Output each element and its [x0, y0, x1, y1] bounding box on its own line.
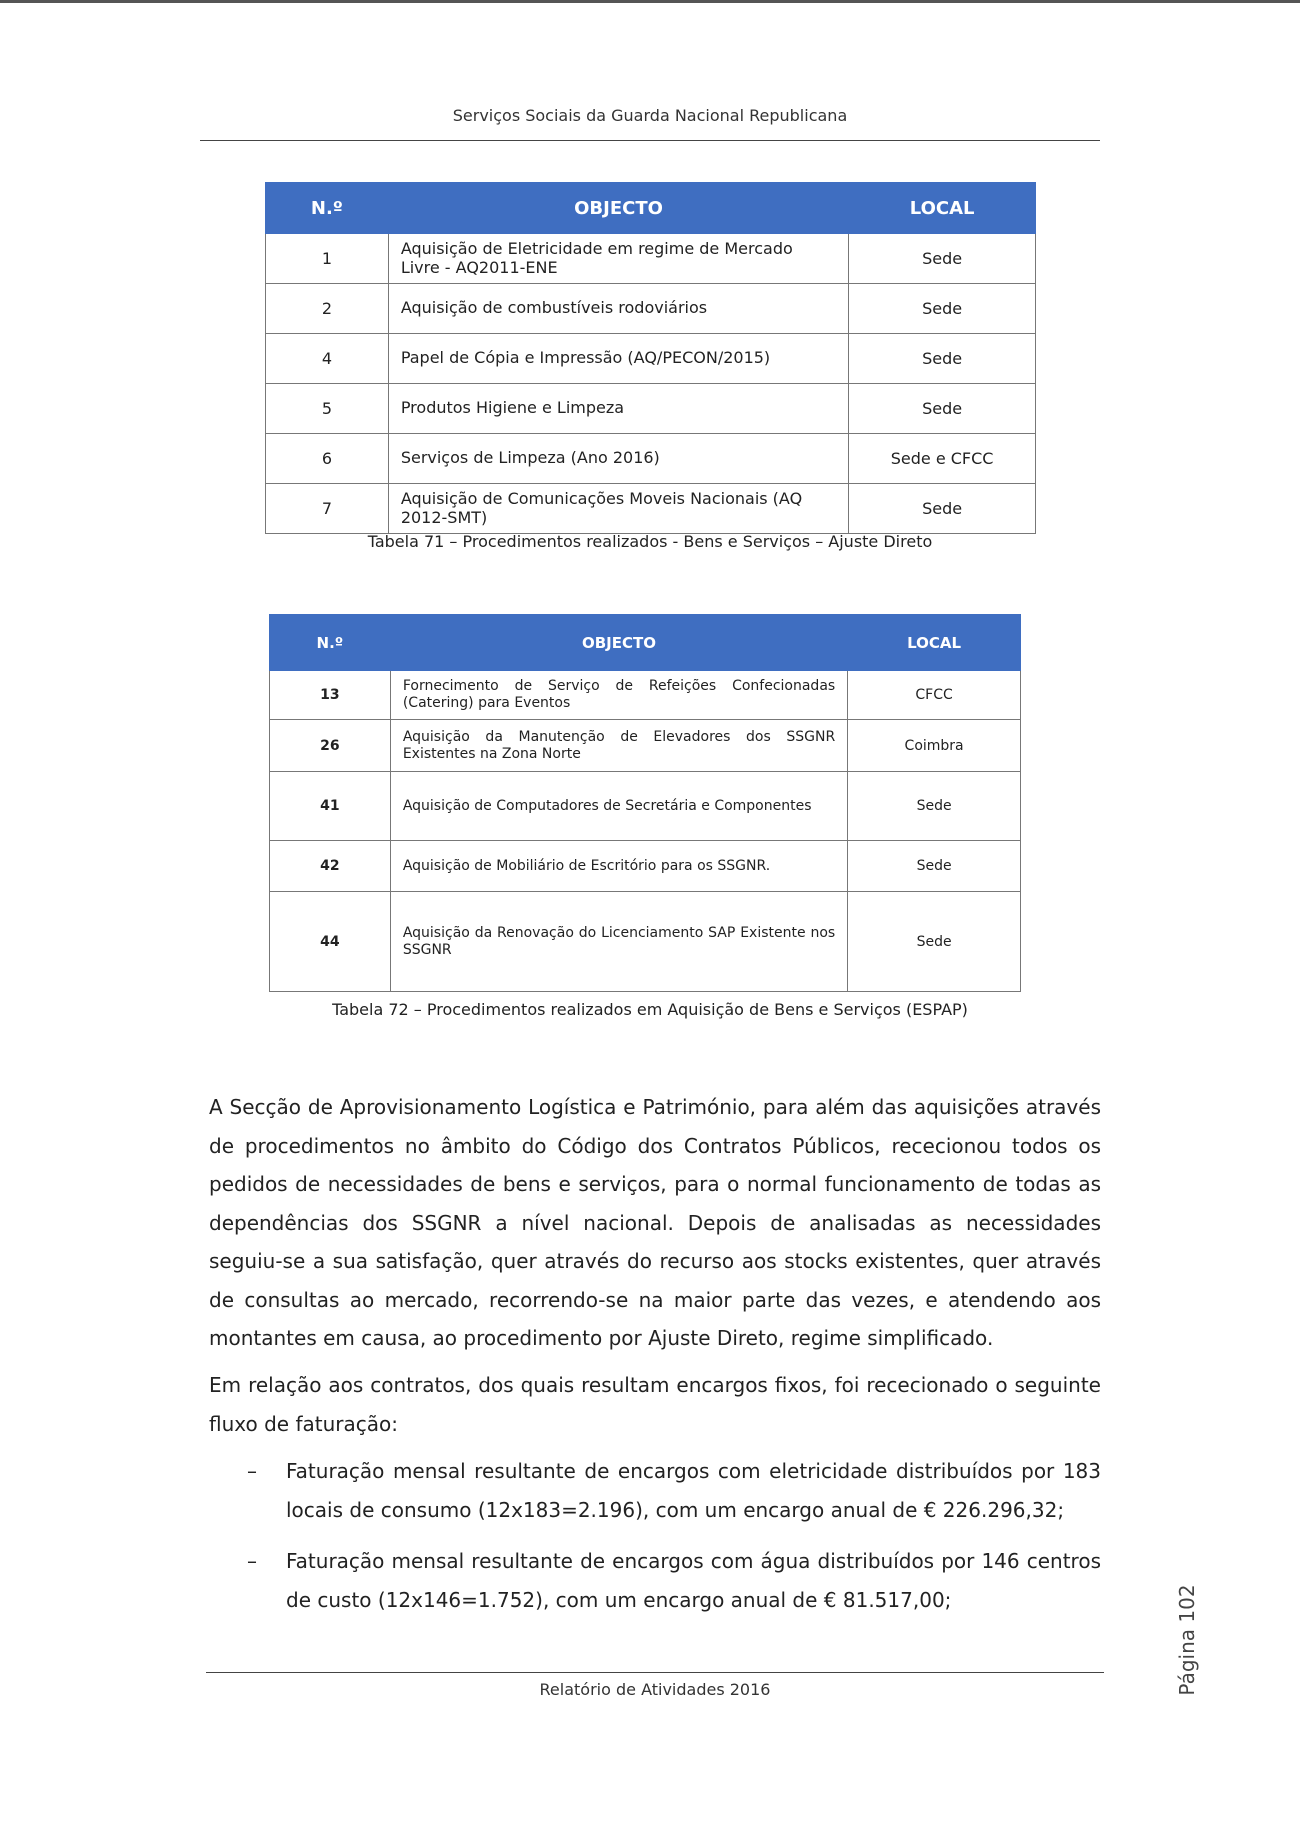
table-row — [266, 384, 1036, 434]
row-object: Aquisição de Mobiliário de Escritório para os SSGNR. — [390, 841, 847, 892]
table-row — [270, 720, 1021, 772]
header-local: LOCAL — [848, 615, 1021, 671]
body-paragraph-2: Em relação aos contratos, dos quais resultam encargos fixos, foi rececionado o seguinte fluxo de faturação: — [209, 1373, 1101, 1436]
row-num: 5 — [266, 384, 389, 434]
header-num: N.º — [270, 615, 391, 671]
list-item — [209, 1542, 1101, 1620]
row-num: 1 — [266, 234, 389, 284]
row-num: 13 — [270, 671, 391, 720]
list-item — [209, 1452, 1101, 1530]
table-row — [270, 772, 1021, 841]
table-row — [270, 671, 1021, 720]
table-row — [266, 434, 1036, 484]
table-71 — [265, 182, 1036, 534]
table-row — [266, 284, 1036, 334]
row-object: Papel de Cópia e Impressão (AQ/PECON/2015) — [388, 334, 848, 384]
row-local: CFCC — [848, 671, 1021, 720]
page-top-edge — [0, 0, 1300, 3]
header-object: OBJECTO — [390, 615, 847, 671]
table-row — [270, 892, 1021, 992]
row-num: 42 — [270, 841, 391, 892]
table-row — [266, 334, 1036, 384]
table-row — [270, 841, 1021, 892]
bullet-dash: – — [247, 1549, 257, 1573]
row-num: 4 — [266, 334, 389, 384]
row-object: Aquisição da Manutenção de Elevadores dos SSGNR Existentes na Zona Norte — [390, 720, 847, 772]
table-row — [266, 234, 1036, 284]
row-num: 44 — [270, 892, 391, 992]
bullet-dash: – — [247, 1459, 257, 1483]
row-local: Sede e CFCC — [849, 434, 1036, 484]
table-72 — [269, 614, 1021, 992]
table-row — [266, 484, 1036, 534]
row-num: 2 — [266, 284, 389, 334]
row-object: Aquisição de Computadores de Secretária e Componentes — [390, 772, 847, 841]
page-number — [1175, 1560, 1199, 1720]
row-local: Sede — [849, 284, 1036, 334]
row-local: Sede — [848, 892, 1021, 992]
row-object: Aquisição da Renovação do Licenciamento SAP Existente nos SSGNR — [390, 892, 847, 992]
row-num: 26 — [270, 720, 391, 772]
row-object: Serviços de Limpeza (Ano 2016) — [388, 434, 848, 484]
row-object: Produtos Higiene e Limpeza — [388, 384, 848, 434]
row-local: Coimbra — [848, 720, 1021, 772]
bullet-text: Faturação mensal resultante de encargos com água distribuídos por 146 centros de custo (12x146=1.752), com um encargo anual de € 81.517,00; — [286, 1549, 1101, 1612]
page-header: Serviços Sociais da Guarda Nacional Republicana — [452, 106, 848, 125]
table-72-caption: Tabela 72 – Procedimentos realizados em Aquisição de Bens e Serviços (ESPAP) — [332, 1000, 968, 1019]
row-local: Sede — [849, 334, 1036, 384]
row-num: 7 — [266, 484, 389, 534]
row-object: Aquisição de combustíveis rodoviários — [388, 284, 848, 334]
table-72-header-row — [270, 615, 1021, 671]
table-71-caption: Tabela 71 – Procedimentos realizados - Bens e Serviços – Ajuste Direto — [367, 532, 933, 551]
row-object: Aquisição de Eletricidade em regime de Mercado Livre - AQ2011-ENE — [388, 234, 848, 284]
row-object: Aquisição de Comunicações Moveis Nacionais (AQ 2012-SMT) — [388, 484, 848, 534]
row-num: 6 — [266, 434, 389, 484]
page-number-label: Página 102 — [1175, 1584, 1199, 1696]
row-local: Sede — [848, 841, 1021, 892]
row-local: Sede — [849, 484, 1036, 534]
row-object: Fornecimento de Serviço de Refeições Confecionadas (Catering) para Eventos — [390, 671, 847, 720]
header-local: LOCAL — [849, 183, 1036, 234]
table-71-header-row — [266, 183, 1036, 234]
row-local: Sede — [849, 234, 1036, 284]
header-num: N.º — [266, 183, 389, 234]
header-divider — [200, 140, 1100, 141]
row-num: 41 — [270, 772, 391, 841]
header-object: OBJECTO — [388, 183, 848, 234]
body-paragraph-1: A Secção de Aprovisionamento Logística e Património, para além das aquisições através de procedimentos no âmbito do Código dos Contratos Públicos, rececionou todos os pedidos de necessidades de bens e serviços, para o normal funcionamento de todas as dependências dos SSGNR a nível nacional. Depois de analisadas as necessidades seguiu-se a sua satisfação, quer através do recurso aos stocks existentes, quer através de consultas ao mercado, recorrendo-se na maior parte das vezes, e atendendo aos montantes em causa, ao procedimento por Ajuste Direto, regime simplificado. — [209, 1095, 1101, 1350]
bullet-text: Faturação mensal resultante de encargos com eletricidade distribuídos por 183 locais de consumo (12x183=2.196), com um encargo anual de € 226.296,32; — [286, 1459, 1101, 1522]
page-footer: Relatório de Atividades 2016 — [539, 1680, 771, 1699]
row-local: Sede — [848, 772, 1021, 841]
row-local: Sede — [849, 384, 1036, 434]
footer-divider — [206, 1672, 1104, 1673]
